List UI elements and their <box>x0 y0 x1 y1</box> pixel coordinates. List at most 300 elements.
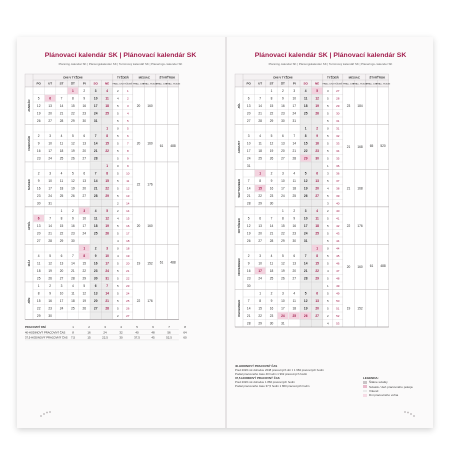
day-number: 16 <box>82 104 87 108</box>
week-number: 5 <box>126 126 129 131</box>
footer-value: 32 <box>119 330 123 335</box>
stat-header: TÝŽDEŇ <box>123 83 133 86</box>
day-number: 21 <box>59 111 64 116</box>
day-number: 1 <box>259 171 261 176</box>
week-number: 1 <box>126 89 129 93</box>
month-name: JÚN <box>27 297 31 304</box>
month-name: DECEMBER <box>237 299 241 317</box>
day-number: 19 <box>303 306 308 311</box>
day-number: 24 <box>281 314 285 318</box>
day-number: 25 <box>71 306 75 311</box>
day-number: 26 <box>82 306 87 311</box>
day-number: 20 <box>281 149 285 153</box>
month-work-hours: 160 <box>147 103 153 108</box>
week-number: 41 <box>336 216 340 221</box>
footer-value: 5 <box>136 325 138 330</box>
week-work-days: 5 <box>116 231 119 236</box>
group-header: MESIAC <box>138 75 150 80</box>
day-number: 17 <box>59 299 64 303</box>
day-number: 5 <box>49 254 51 258</box>
day-number: 14 <box>258 104 262 108</box>
footer-label: PRACOVNÝ DNÍ <box>25 326 46 330</box>
footer-value: 24 <box>103 330 107 335</box>
day-number: 16 <box>36 149 41 153</box>
week-work-days: 5 <box>116 179 119 183</box>
week-number: 48 <box>336 276 340 281</box>
day-header: ŠT <box>280 81 285 86</box>
day-number: 1 <box>304 126 307 131</box>
day-number: 5 <box>72 134 74 138</box>
stat-header: PRAC. DNÍ <box>156 83 168 86</box>
stat-header: PRAC. DNÍ <box>366 83 378 86</box>
day-number: 26 <box>48 276 52 281</box>
notes-text-2: Podiel pracovného času 40 hodín 1 992 pracovných hodín <box>235 372 308 376</box>
day-header: PI <box>82 81 86 86</box>
month-name: APRÍL <box>27 221 31 231</box>
day-number: 26 <box>105 231 109 236</box>
day-number: 17 <box>292 104 297 108</box>
week-number: 44 <box>336 246 340 251</box>
week-number: 20 <box>126 261 130 266</box>
day-number: 5 <box>304 171 307 176</box>
day-header: PO <box>246 81 251 86</box>
day-number: 26 <box>71 156 75 161</box>
day-number: 29 <box>105 194 109 198</box>
legend-swatch <box>363 381 367 384</box>
day-number: 4 <box>270 254 273 258</box>
week-number: 31 <box>336 126 340 131</box>
day-number: 9 <box>49 291 51 296</box>
day-number: 15 <box>315 261 319 266</box>
day-number: 28 <box>93 194 98 198</box>
day-number: 21 <box>105 299 109 303</box>
day-number: 6 <box>247 96 250 101</box>
day-number: 17 <box>246 149 251 153</box>
week-work-days: 5 <box>326 149 329 153</box>
week-number: 43 <box>336 231 340 236</box>
day-number: 5 <box>106 209 108 213</box>
day-number: 21 <box>258 111 262 116</box>
week-number: 15 <box>126 216 130 221</box>
day-number: 25 <box>59 156 64 161</box>
day-number: 17 <box>303 224 308 228</box>
day-number: 29 <box>281 239 285 243</box>
month-work-days: 19 <box>136 261 141 266</box>
month-work-hours: 152 <box>147 261 153 266</box>
day-number: 1 <box>72 89 74 93</box>
day-number: 26 <box>269 156 274 161</box>
week-work-days: 4 <box>326 186 329 191</box>
day-number: 7 <box>49 216 51 221</box>
day-number: 11 <box>105 96 109 101</box>
month-work-days: 20 <box>136 103 141 108</box>
week-number: 5 <box>126 119 129 123</box>
day-number: 22 <box>36 306 41 311</box>
day-number: 16 <box>71 224 75 228</box>
day-number: 19 <box>48 269 52 273</box>
week-work-days: 5 <box>326 179 329 183</box>
day-number: 9 <box>247 261 250 266</box>
day-number: 15 <box>258 306 262 311</box>
day-number: 26 <box>71 194 75 198</box>
day-number: 14 <box>93 141 98 146</box>
week-number: 42 <box>336 224 340 228</box>
day-number: 8 <box>316 254 318 258</box>
day-number: 6 <box>49 96 51 101</box>
week-work-days: 3 <box>326 89 329 93</box>
day-number: 6 <box>83 134 86 138</box>
week-number: 14 <box>126 209 130 213</box>
day-number: 8 <box>270 96 273 101</box>
legend <box>363 376 427 397</box>
day-number: 10 <box>258 261 262 266</box>
day-number: 18 <box>292 186 297 191</box>
stat-header: PRAC. HODÍN <box>142 83 158 86</box>
day-number: 9 <box>83 96 86 101</box>
left-page <box>17 37 224 428</box>
day-number: 20 <box>315 306 319 311</box>
week-number: 7 <box>126 141 129 146</box>
week-work-days: 2 <box>326 314 329 318</box>
day-number: 10 <box>281 299 285 303</box>
day-number: 17 <box>281 306 285 311</box>
day-number: 4 <box>72 284 74 288</box>
day-number: 10 <box>246 141 251 146</box>
day-number: 15 <box>82 261 87 266</box>
week-number: 17 <box>126 231 130 236</box>
footer-value: 2 <box>88 325 90 330</box>
month-work-days: 22 <box>346 223 351 228</box>
day-number: 22 <box>303 149 308 153</box>
day-number: 12 <box>303 299 308 303</box>
day-number: 7 <box>293 134 296 138</box>
day-number: 26 <box>246 239 251 243</box>
footer-value: 37,5 <box>134 335 140 340</box>
day-number: 1 <box>83 246 86 251</box>
month-work-days: 21 <box>346 145 351 149</box>
week-work-days: 1 <box>326 284 329 288</box>
week-work-days: 5 <box>116 194 119 198</box>
day-number: 25 <box>258 156 262 161</box>
footer-label: 37,5-HODINOVÝ PRACOVNÝ ČAS <box>25 336 68 340</box>
month-name: OKTÓBER <box>237 218 241 234</box>
week-work-days: 5 <box>116 224 119 228</box>
week-number: 12 <box>126 186 130 191</box>
footer-value: 15 <box>87 335 91 340</box>
quarter-work-hours: 488 <box>170 144 176 148</box>
day-number: 26 <box>315 111 319 116</box>
day-number: 30 <box>269 201 274 206</box>
day-header: NE <box>105 81 110 86</box>
week-work-days: 4 <box>326 321 329 326</box>
stat-header: PRAC. DNÍ <box>322 83 334 86</box>
day-number: 1 <box>106 164 108 168</box>
week-work-days: 5 <box>116 171 119 176</box>
day-number: 15 <box>258 186 262 191</box>
day-number: 4 <box>37 254 40 258</box>
day-number: 4 <box>60 134 63 138</box>
group-header: MESIAC <box>348 75 360 80</box>
week-work-days: 3 <box>326 171 329 176</box>
day-number: 19 <box>71 149 75 153</box>
day-number: 15 <box>71 104 75 108</box>
day-number: 20 <box>246 111 251 116</box>
week-work-days: 5 <box>116 299 119 303</box>
month-work-hours: 152 <box>357 306 363 311</box>
day-number: 8 <box>259 179 261 183</box>
day-number: 23 <box>315 149 319 153</box>
week-work-days: 5 <box>326 261 329 266</box>
month-name: JANUÁR <box>27 99 31 113</box>
day-header: UT <box>258 81 263 86</box>
day-number: 14 <box>246 306 251 311</box>
stat-header: PRAC. HODÍN <box>375 83 391 86</box>
footer-value: 56 <box>167 330 171 335</box>
day-number: 10 <box>48 179 52 183</box>
day-number: 28 <box>303 276 308 281</box>
day-number: 3 <box>106 246 108 251</box>
legend-item <box>363 393 427 397</box>
day-number: 28 <box>246 201 251 206</box>
day-number: 3 <box>259 254 261 258</box>
day-number: 31 <box>93 119 98 123</box>
day-number: 18 <box>59 149 64 153</box>
day-number: 4 <box>106 89 108 93</box>
day-number: 7 <box>270 216 273 221</box>
day-number: 2 <box>316 126 318 131</box>
day-number: 21 <box>303 269 308 273</box>
day-number: 13 <box>315 179 319 183</box>
quarter-work-hours: 488 <box>380 264 386 268</box>
day-number: 18 <box>269 269 274 273</box>
quarter-work-hours: 520 <box>380 144 386 148</box>
day-number: 18 <box>258 149 262 153</box>
day-number: 12 <box>269 141 274 146</box>
day-number: 18 <box>36 269 41 273</box>
day-number: 3 <box>282 291 284 296</box>
week-number: 53 <box>336 321 340 326</box>
day-number: 5 <box>270 134 273 138</box>
day-number: 18 <box>71 299 75 303</box>
day-number: 2 <box>37 171 40 176</box>
week-work-days: 0 <box>116 246 119 251</box>
day-number: 18 <box>105 104 109 108</box>
day-number: 30 <box>246 284 251 288</box>
day-number: 11 <box>292 179 296 183</box>
week-work-days: 5 <box>326 299 329 303</box>
day-number: 3 <box>94 89 97 93</box>
day-number: 25 <box>315 231 319 236</box>
month-name: SEPTEMBER <box>237 178 241 198</box>
day-number: 31 <box>303 239 308 243</box>
week-number: 24 <box>126 291 130 296</box>
day-number: 5 <box>83 284 86 288</box>
day-number: 5 <box>304 291 307 296</box>
week-work-days: 5 <box>116 104 119 108</box>
footer-value: 3 <box>104 325 106 330</box>
notes-heading-375h: 37,5-HODINOVÝ PRACOVNÝ ČAS <box>235 376 280 380</box>
day-number: 7 <box>94 171 97 176</box>
day-number: 17 <box>281 186 285 191</box>
group-header: ŠTVRŤROK <box>159 75 176 80</box>
day-number: 8 <box>106 134 108 138</box>
day-number: 21 <box>292 149 297 153</box>
footer-value: 52,5 <box>166 335 172 340</box>
day-number: 9 <box>316 134 318 138</box>
day-number: 30 <box>48 314 52 318</box>
week-work-days: 5 <box>116 156 119 161</box>
day-number: 13 <box>82 179 87 183</box>
day-number: 13 <box>93 291 98 296</box>
week-number: 28 <box>336 96 340 101</box>
day-number: 24 <box>292 111 297 116</box>
month-work-days: 20 <box>346 265 351 269</box>
week-number: 4 <box>126 111 129 116</box>
day-number: 5 <box>37 96 40 101</box>
day-number: 4 <box>259 134 261 138</box>
month-work-days: 22 <box>136 298 141 303</box>
day-number: 12 <box>281 261 285 266</box>
week-work-days: 5 <box>116 284 119 288</box>
month-name: MÁJ <box>27 260 31 267</box>
day-number: 28 <box>59 119 64 123</box>
day-number: 6 <box>37 216 40 221</box>
stat-header: PRAC. DNÍ <box>343 83 355 86</box>
day-number: 2 <box>37 134 40 138</box>
week-work-days: 5 <box>116 111 119 116</box>
quarter-work-days: 61 <box>159 260 164 265</box>
quarter-work-days: 61 <box>369 264 374 268</box>
day-number: 27 <box>48 119 52 123</box>
legend-title: LEGENDA: <box>363 376 379 380</box>
day-number: 3 <box>60 284 63 288</box>
week-work-days: 5 <box>326 119 329 123</box>
right-binding-dots <box>402 410 416 418</box>
day-number: 23 <box>269 194 274 198</box>
day-number: 30 <box>71 239 75 243</box>
day-number: 12 <box>71 141 75 146</box>
day-number: 5 <box>282 254 284 258</box>
week-work-days: 5 <box>116 134 119 138</box>
month-name: FEBRUÁR <box>27 135 31 151</box>
left-binding-dots <box>39 410 53 418</box>
week-number: 49 <box>336 291 340 296</box>
week-number: 21 <box>126 269 130 273</box>
day-number: 16 <box>36 186 41 191</box>
footer-value: 60 <box>183 335 187 340</box>
day-header: PO <box>36 81 41 86</box>
day-number: 7 <box>94 134 97 138</box>
day-number: 24 <box>281 194 285 198</box>
day-number: 9 <box>37 179 40 183</box>
day-number: 25 <box>93 231 98 236</box>
day-number: 5 <box>316 89 318 93</box>
week-work-days: 5 <box>116 119 119 123</box>
month-work-hours: 176 <box>357 223 363 228</box>
quarter-work-hours: 488 <box>170 260 176 265</box>
week-number: 36 <box>336 171 340 176</box>
week-number: 32 <box>336 134 340 138</box>
day-number: 2 <box>72 209 74 213</box>
day-number: 14 <box>269 224 274 228</box>
day-number: 6 <box>60 254 63 258</box>
week-number: 37 <box>336 179 340 183</box>
day-number: 4 <box>60 171 63 176</box>
day-number: 13 <box>59 261 64 266</box>
day-number: 9 <box>270 299 273 303</box>
day-number: 21 <box>246 194 251 198</box>
day-header: ŠT <box>70 81 75 86</box>
week-work-days: 5 <box>326 141 329 146</box>
day-number: 16 <box>246 269 251 273</box>
day-number: 31 <box>246 164 251 168</box>
quarter-work-days: 61 <box>159 144 164 148</box>
week-number: 44 <box>336 239 340 243</box>
group-header: ŠTVRŤROK <box>369 75 386 80</box>
month-work-days: 20 <box>136 141 141 146</box>
day-number: 11 <box>71 291 75 296</box>
day-number: 13 <box>281 141 285 146</box>
day-number: 17 <box>105 261 109 266</box>
day-number: 28 <box>105 306 109 311</box>
day-number: 14 <box>303 261 308 266</box>
day-number: 17 <box>93 104 98 108</box>
day-number: 15 <box>269 104 274 108</box>
day-number: 6 <box>259 216 261 221</box>
week-number: 39 <box>336 194 340 198</box>
day-number: 22 <box>258 314 262 318</box>
day-header: ST <box>59 81 64 86</box>
month-name: JÚL <box>237 102 241 109</box>
legend-label: Dni pracovného voľna <box>369 393 399 398</box>
day-number: 23 <box>36 156 41 161</box>
day-number: 12 <box>36 104 41 108</box>
day-number: 27 <box>246 119 251 123</box>
day-number: 21 <box>93 149 98 153</box>
footer-value: 8 <box>184 325 186 330</box>
day-number: 9 <box>94 254 97 258</box>
day-number: 19 <box>315 104 319 108</box>
week-work-days: 2 <box>116 89 119 93</box>
day-number: 14 <box>105 291 109 296</box>
month-work-days: 19 <box>346 306 351 311</box>
day-number: 12 <box>315 96 319 101</box>
day-header: SO <box>303 81 308 86</box>
week-number: 25 <box>126 299 130 303</box>
day-number: 10 <box>59 291 64 296</box>
day-number: 12 <box>82 291 87 296</box>
week-number: 40 <box>336 209 340 213</box>
day-number: 17 <box>258 269 262 273</box>
day-number: 4 <box>94 209 97 213</box>
week-work-days: 5 <box>326 216 329 221</box>
week-work-days: 2 <box>116 201 119 206</box>
day-number: 28 <box>246 321 251 326</box>
day-number: 12 <box>71 179 75 183</box>
day-number: 1 <box>106 126 108 131</box>
week-work-days: 2 <box>116 314 119 318</box>
day-number: 24 <box>303 231 308 236</box>
day-number: 11 <box>59 179 64 183</box>
left-page-title: Plánovací kalendár SK | Plánovací kalendár SK <box>44 52 197 59</box>
day-number: 9 <box>72 216 74 221</box>
day-number: 24 <box>48 156 52 161</box>
day-number: 13 <box>258 224 262 228</box>
footer-value: 7,5 <box>70 335 76 340</box>
day-number: 25 <box>292 314 297 318</box>
week-number: 11 <box>126 179 130 183</box>
day-number: 15 <box>303 141 308 146</box>
